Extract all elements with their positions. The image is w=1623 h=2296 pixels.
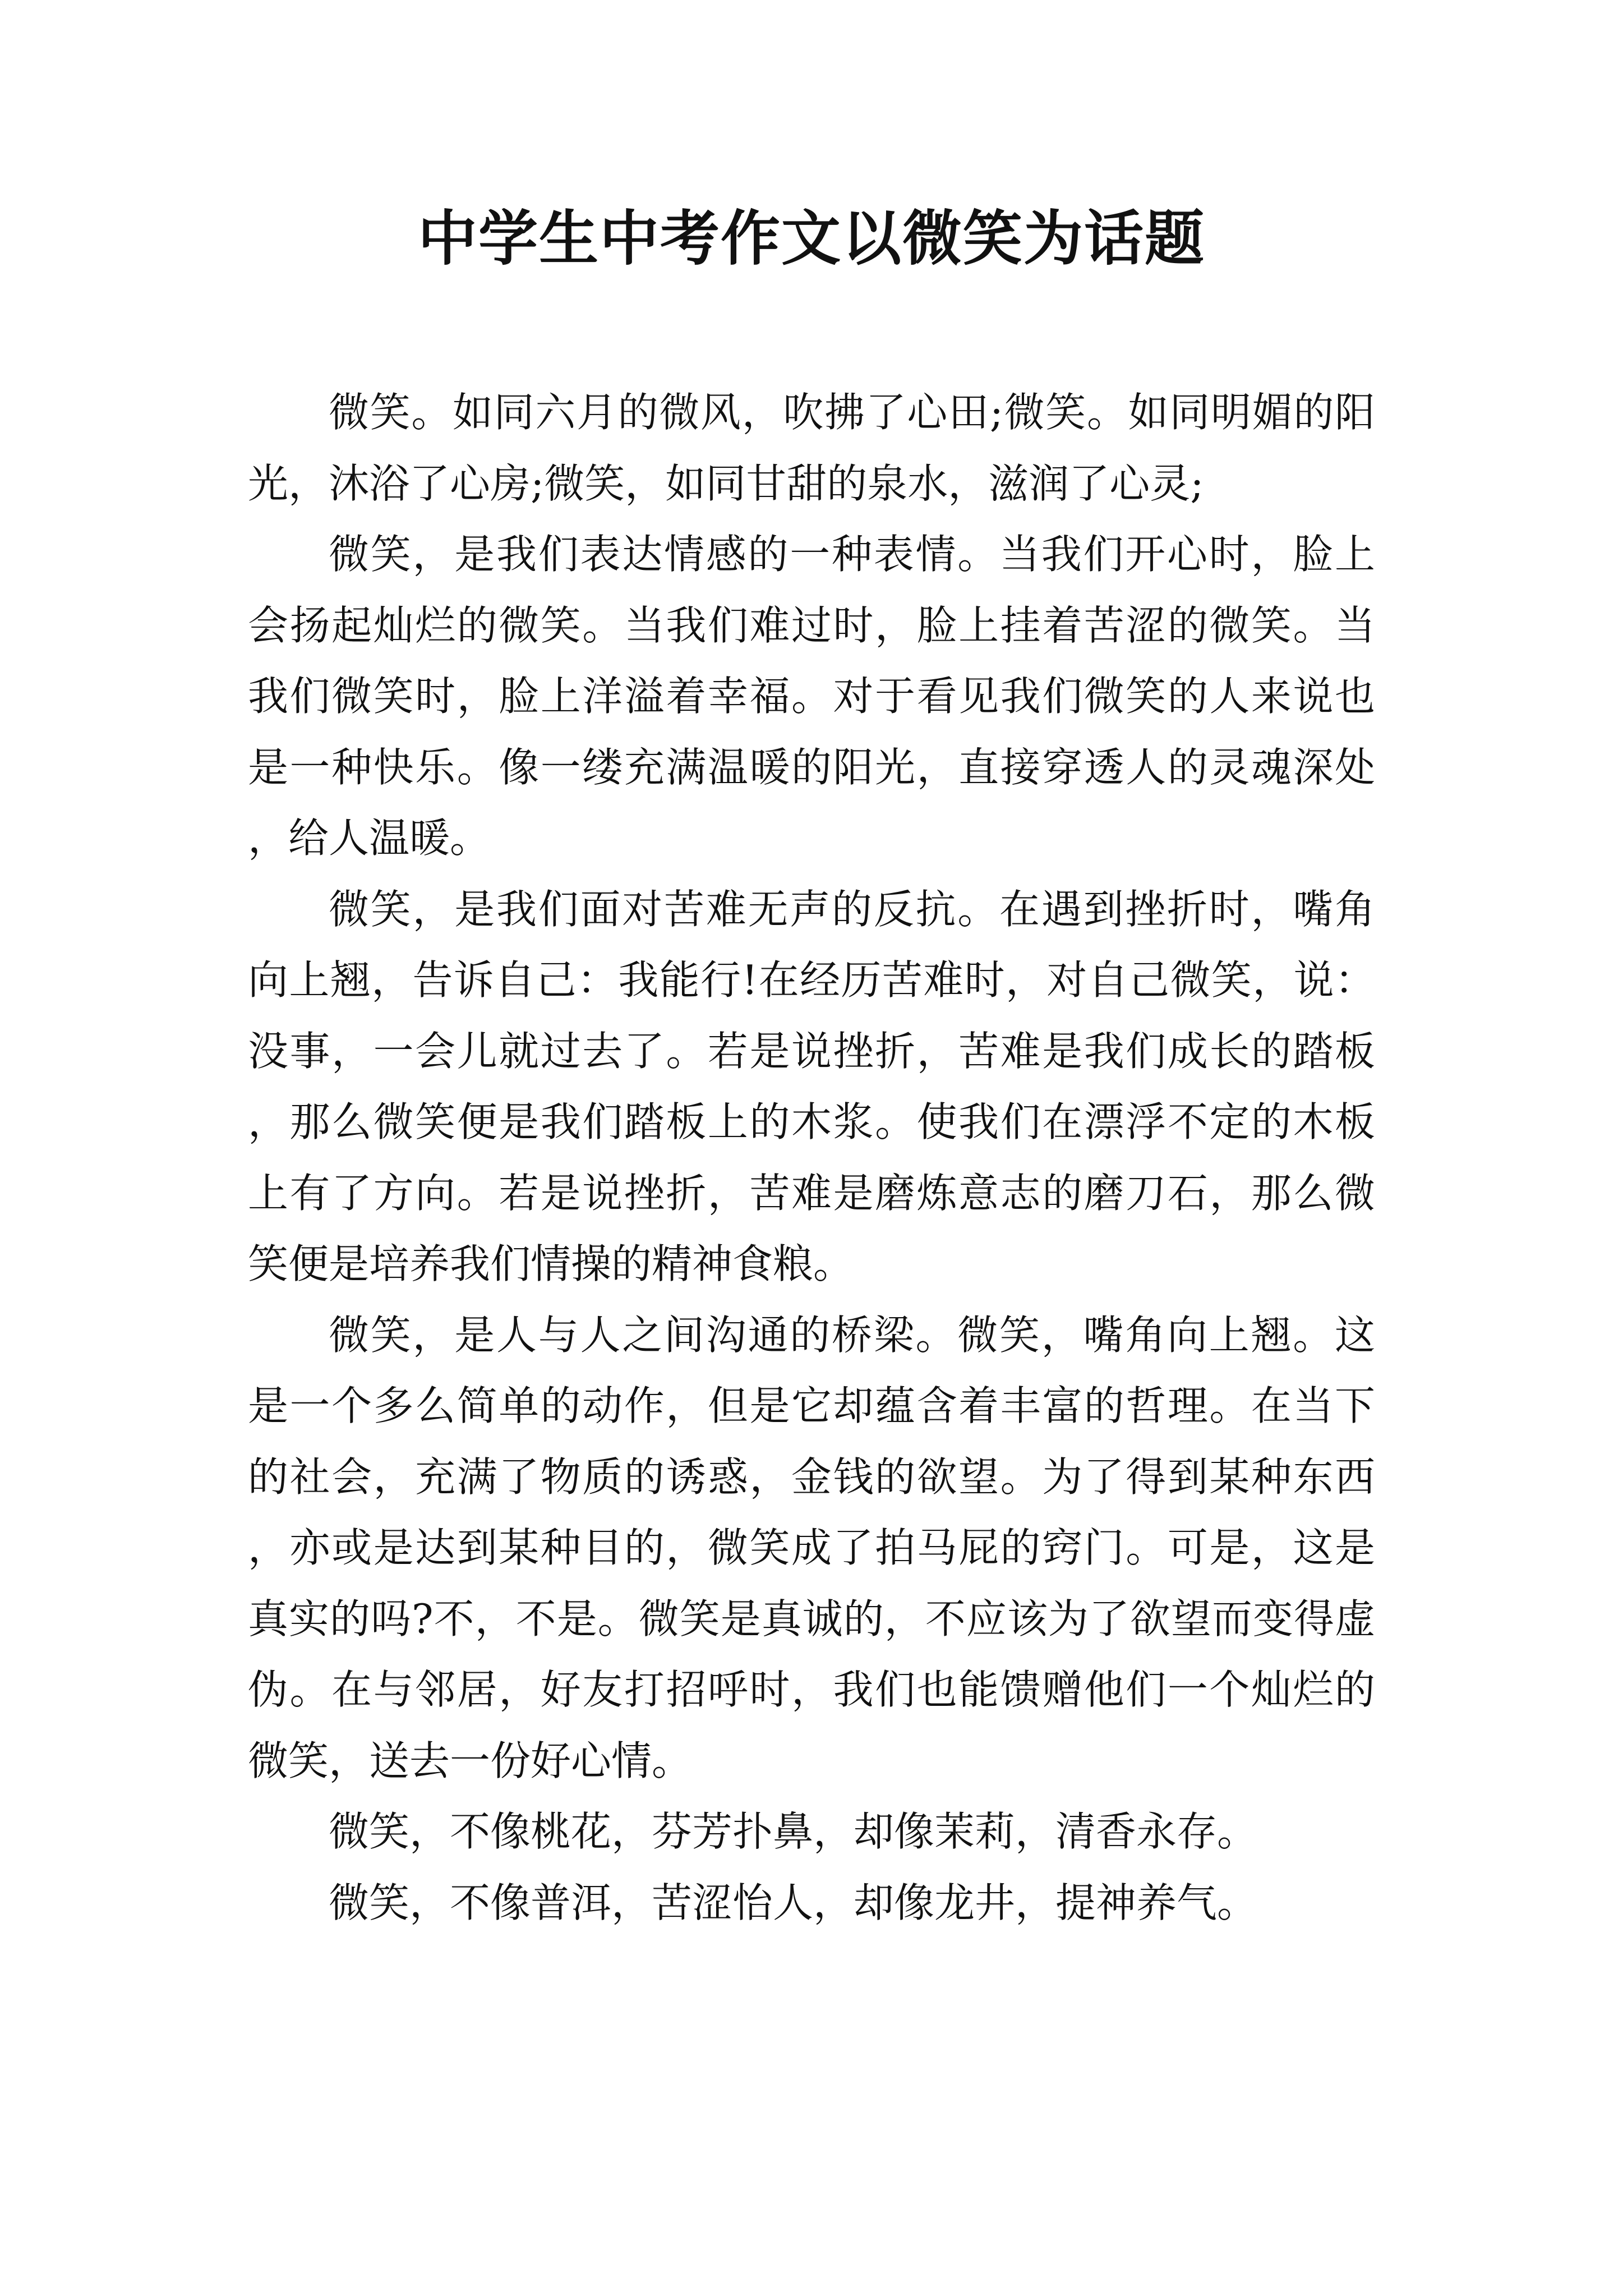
paragraph-5: 微笑，不像桃花，芬芳扑鼻，却像茉莉，清香永存。 <box>329 1808 1258 1855</box>
document-title: 中学生中考作文以微笑为话题 <box>418 203 1205 273</box>
paragraph-1: 微笑。如同六月的微风，吹拂了心田;微笑。如同明媚的阳光，沐浴了心房;微笑，如同甘甜的泉水，滋润了心灵; <box>248 389 1375 507</box>
paragraph-6: 微笑，不像普洱，苦涩怡人，却像龙井，提神养气。 <box>329 1879 1258 1926</box>
paragraph-2: 微笑，是我们表达情感的一种表情。当我们开心时，脸上会扬起灿烂的微笑。当我们难过时，脸上挂着苦涩的微笑。当我们微笑时，脸上洋溢着幸福。对于看见我们微笑的人来说也是一种快乐。像一缕充满温暖的阳光，直接穿透人的灵魂深处，给人温暖。 <box>248 531 1375 862</box>
paragraph-3: 微笑，是我们面对苦难无声的反抗。在遇到挫折时，嘴角向上翘，告诉自己：我能行!在经历苦难时，对自己微笑，说：没事，一会儿就过去了。若是说挫折，苦难是我们成长的踏板，那么微笑便是我们踏板上的木浆。使我们在漂浮不定的木板上有了方向。若是说挫折，苦难是磨炼意志的磨刀石，那么微笑便是培养我们情操的精神食粮。 <box>248 885 1375 1287</box>
document-body <box>248 377 1375 1938</box>
paragraph-4: 微笑，是人与人之间沟通的桥梁。微笑，嘴角向上翘。这是一个多么简单的动作，但是它却蕴含着丰富的哲理。在当下的社会，充满了物质的诱惑，金钱的欲望。为了得到某种东西，亦或是达到某种目的，微笑成了拍马屁的窍门。可是，这是真实的吗?不，不是。微笑是真诚的，不应该为了欲望而变得虚伪。在与邻居，好友打招呼时，我们也能馈赠他们一个灿烂的微笑，送去一份好心情。 <box>248 1311 1375 1784</box>
